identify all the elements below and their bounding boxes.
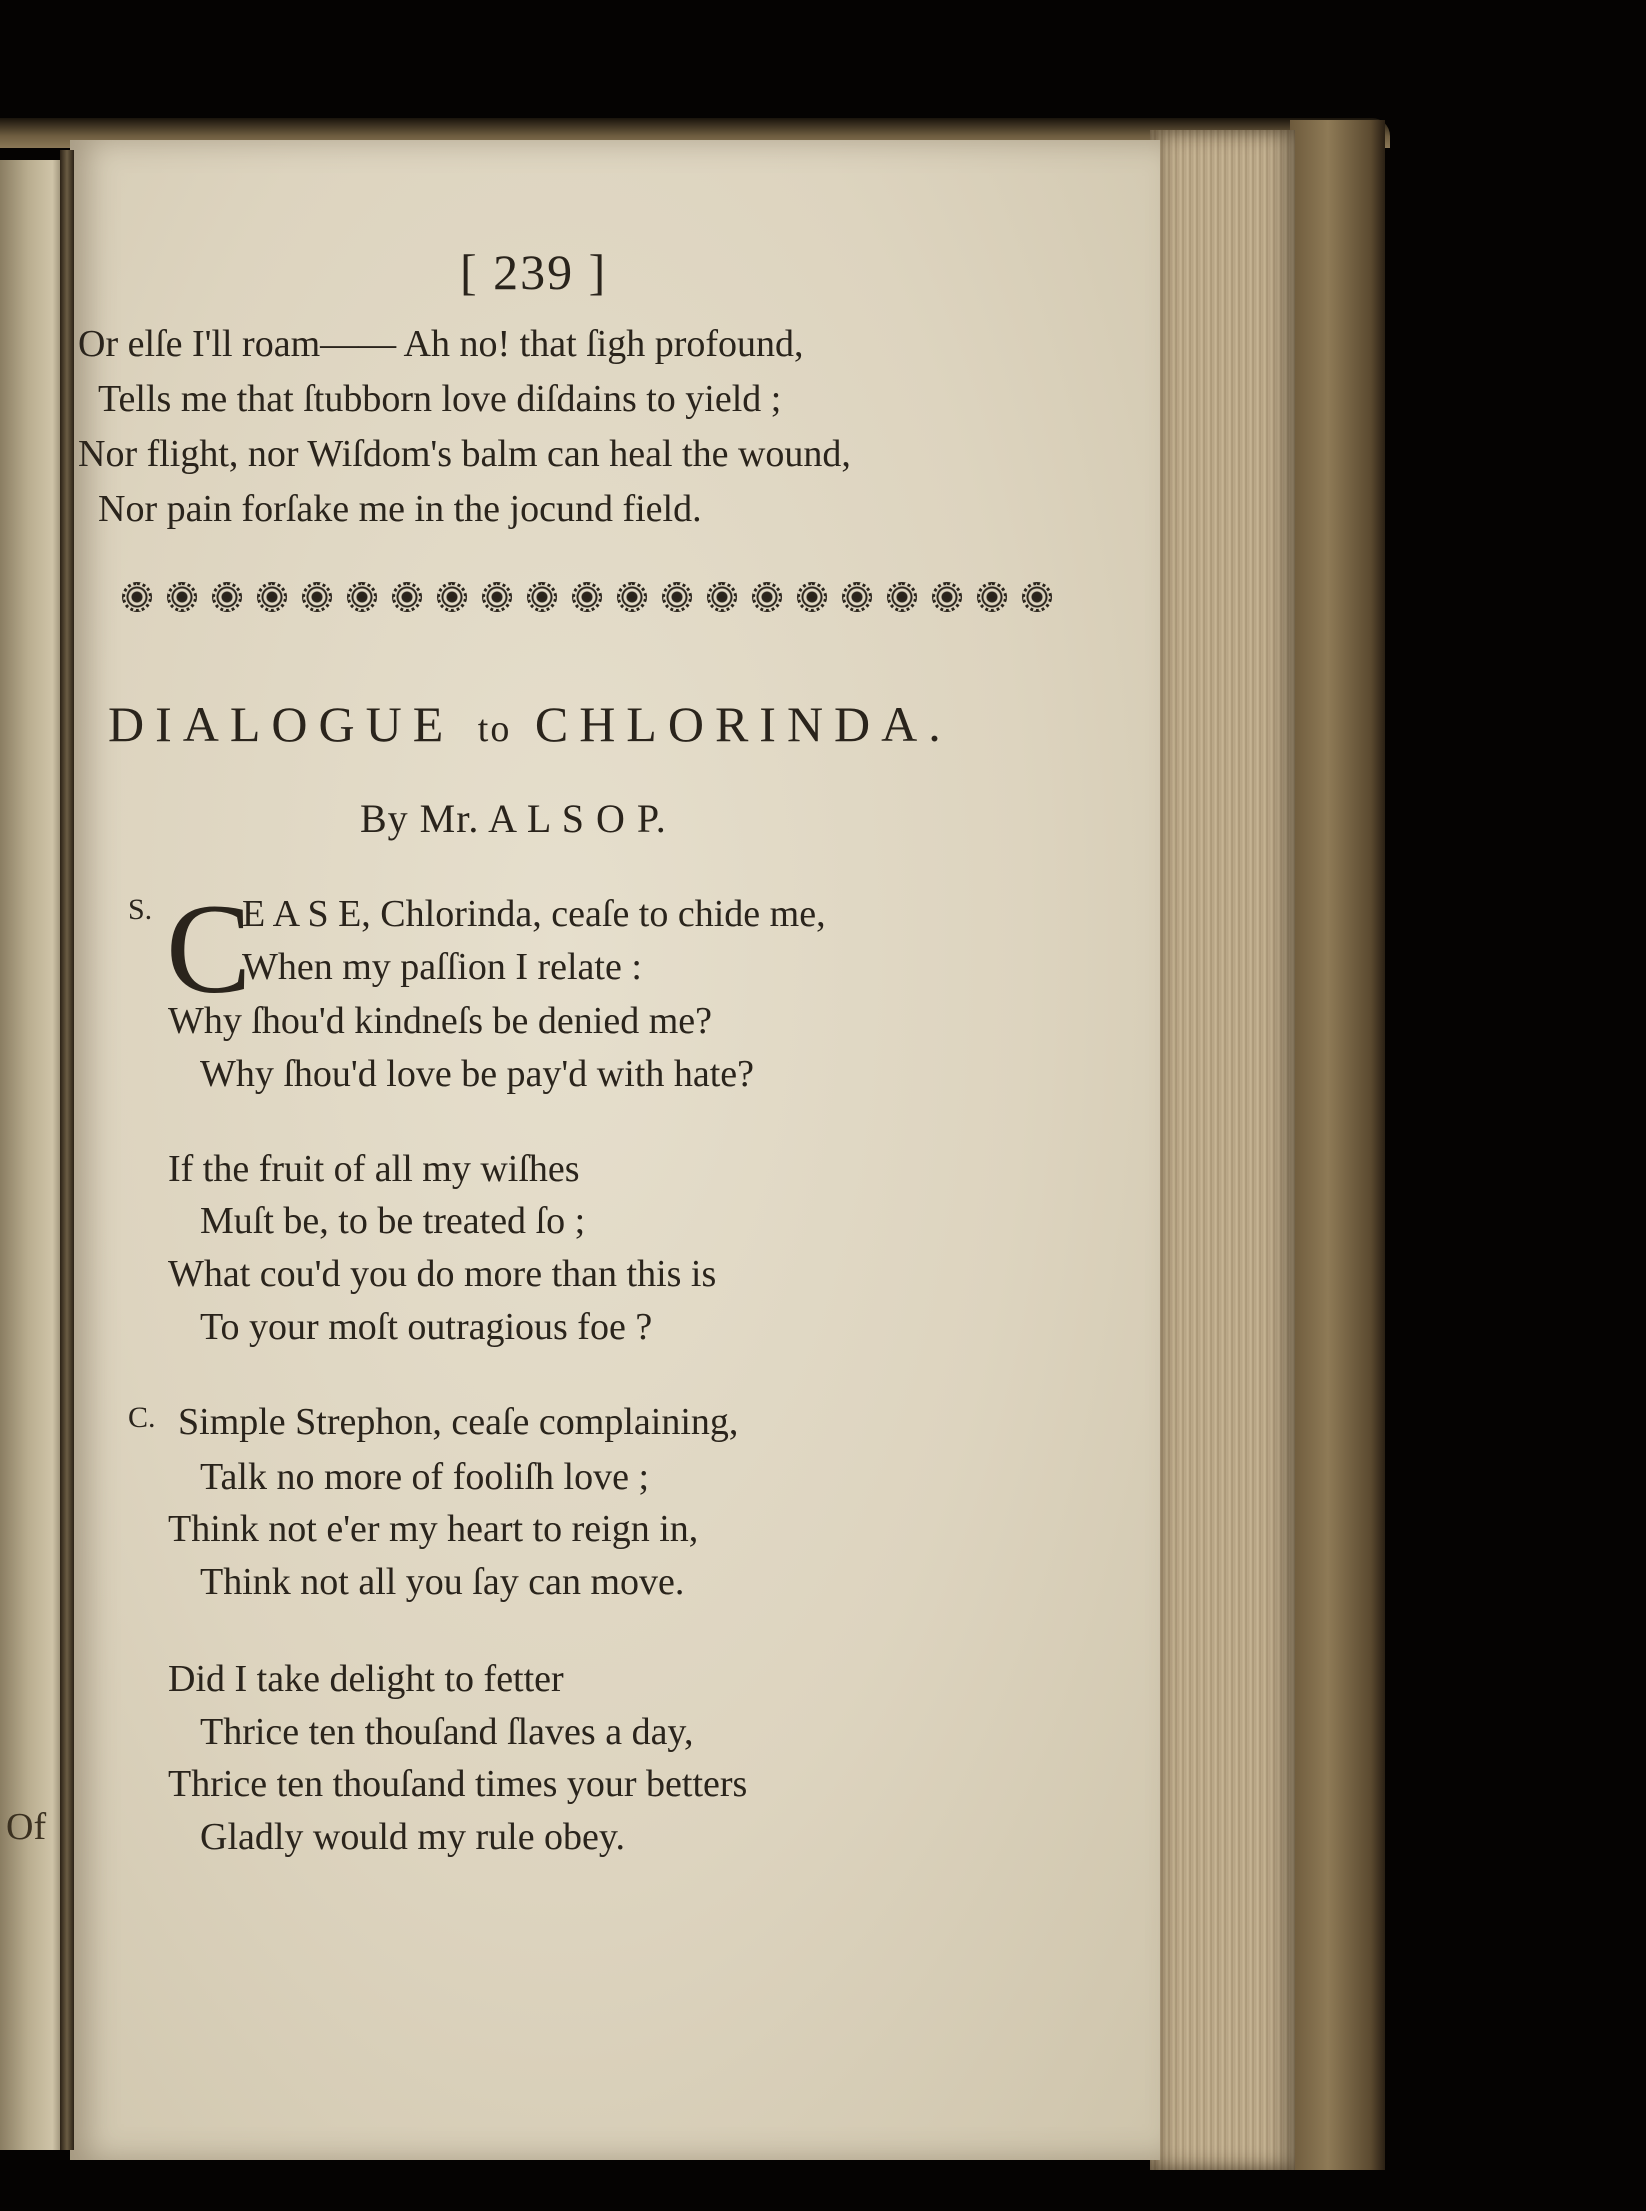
ornament-flower-icon [572,582,602,612]
title-part-1: DIALOGUE [108,696,455,752]
verse-line: Thrice ten thouſand times your betters [168,1763,748,1805]
ornament-flower-icon [752,582,782,612]
ornament-flower-icon [527,582,557,612]
verse-line: Nor pain forſake me in the jocund field. [98,488,702,530]
book-cover-right [1290,120,1385,2170]
ornament-flower-icon [842,582,872,612]
ornament-flower-icon [392,582,422,612]
ornament-flower-icon [302,582,332,612]
ornament-flower-icon [887,582,917,612]
ornament-flower-icon [482,582,512,612]
ornament-flower-icon [932,582,962,612]
ornament-flower-icon [167,582,197,612]
verse-line: Why ſhou'd kindneſs be denied me? [168,1000,712,1042]
verse-line: Talk no more of fooliſh love ; [200,1456,650,1498]
verse-line: Thrice ten thouſand ſlaves a day, [200,1711,694,1753]
verse-line: Think not e'er my heart to reign in, [168,1508,699,1550]
verse-line: Or elſe I'll roam—— Ah no! that ſigh profound, [78,323,804,365]
byline: By Mr. A L S O P. [360,796,667,841]
left-page-fragment: Of [6,1806,47,1848]
ornament-flower-icon [662,582,692,612]
ornament-flower-icon [977,582,1007,612]
verse-line: Gladly would my rule obey. [200,1816,625,1858]
verse-line: Tells me that ſtubborn love diſdains to yield ; [98,378,782,420]
page-edges [1150,130,1295,2170]
ornament-rule [122,577,1052,617]
ornament-flower-icon [1022,582,1052,612]
ornament-flower-icon [617,582,647,612]
verse-line: What cou'd you do more than this is [168,1253,717,1295]
speaker-label: C. [128,1401,156,1434]
verse-line: If the fruit of all my wiſhes [168,1148,580,1190]
title-part-2: CHLORINDA. [534,696,952,752]
ornament-flower-icon [797,582,827,612]
page-content [70,140,1160,2160]
ornament-flower-icon [122,582,152,612]
ornament-flower-icon [707,582,737,612]
ornament-flower-icon [257,582,287,612]
ornament-flower-icon [212,582,242,612]
verse-line: Nor flight, nor Wiſdom's balm can heal the wound, [78,433,851,475]
ornament-flower-icon [347,582,377,612]
verse-line: E A S E, Chlorinda, ceaſe to chide me, [242,893,826,935]
title-connector: to [477,708,512,750]
verse-line: Why ſhou'd love be pay'd with hate? [200,1053,754,1095]
verse-line: Think not all you ſay can move. [200,1561,685,1603]
verse-line: Did I take delight to fetter [168,1658,564,1700]
verse-line: When my paſſion I relate : [242,946,642,988]
verse-line: Muſt be, to be treated ſo ; [200,1200,586,1242]
ornament-flower-icon [437,582,467,612]
poem-title [108,695,1068,753]
page-number: [ 239 ] [460,244,608,300]
drop-cap: C [166,878,252,1020]
verse-line: Simple Strephon, ceaſe complaining, [178,1401,739,1443]
verse-line: To your moſt outragious foe ? [200,1306,653,1348]
speaker-label: S. [128,893,153,926]
